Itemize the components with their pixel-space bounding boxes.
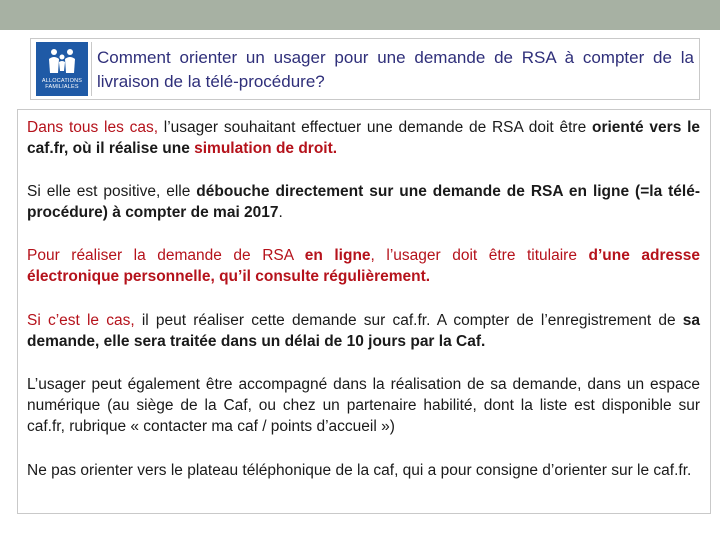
paragraph-all-cases [27, 117, 700, 159]
p3-bold-online: en ligne [304, 247, 371, 264]
p1-bold: orienté vers le caf.fr, où il réalise une [27, 119, 701, 157]
p2-text: Si elle est positive, elle [27, 183, 197, 200]
p2-bold: débouche directement sur une demande de RSA en ligne (=la télé-procédure) à compter de mai 2017 [27, 183, 701, 221]
caf-logo [36, 42, 88, 96]
p4-lead: Si c’est le cas, [27, 312, 135, 329]
paragraph-if-so [27, 310, 700, 352]
p4-text: il peut réaliser cette demande sur caf.fr. A compter de l’enregistrement de [134, 312, 683, 329]
p2-end: . [278, 204, 283, 221]
p3-text-2: , l’usager doit être titulaire [370, 247, 589, 264]
family-icon [45, 46, 79, 76]
p3-text: Pour réaliser la demande de RSA [27, 247, 305, 264]
paragraph-online-requirements [27, 245, 700, 287]
paragraph-accompaniment: L’usager peut également être accompagné dans la réalisation de sa demande, dans un espace numérique (au siège de la Caf, ou chez un partenaire habilité, dont la liste est disponible sur caf.fr, rubrique « contacter ma caf / points d’accueil ») [27, 376, 700, 435]
p1-lead: Dans tous les cas, [27, 119, 159, 136]
page-title: Comment orienter un usager pour une demande de RSA à compter de la livraison de la télé-procédure? [97, 48, 694, 91]
content-box [17, 109, 711, 514]
header-box [30, 38, 700, 100]
p4-bold: sa demande, elle sera traitée dans un délai de 10 jours par la Caf. [27, 312, 701, 350]
top-decorative-band [0, 0, 720, 30]
paragraph-if-positive [27, 181, 700, 223]
logo-divider [91, 42, 92, 96]
p1-text: l’usager souhaitant effectuer une demande de RSA doit être [158, 119, 592, 136]
logo-line-1: ALLOCATIONS [41, 78, 83, 84]
logo-line-2: FAMILIALES [45, 84, 79, 90]
p3-bold-email: d’une adresse électronique personnelle, qu’il consulte régulièrement. [27, 247, 700, 285]
paragraph-phone-note: Ne pas orienter vers le plateau téléphonique de la caf, qui a pour consigne d’orienter sur le caf.fr. [27, 462, 692, 479]
p1-highlight: simulation de droit. [194, 140, 338, 157]
